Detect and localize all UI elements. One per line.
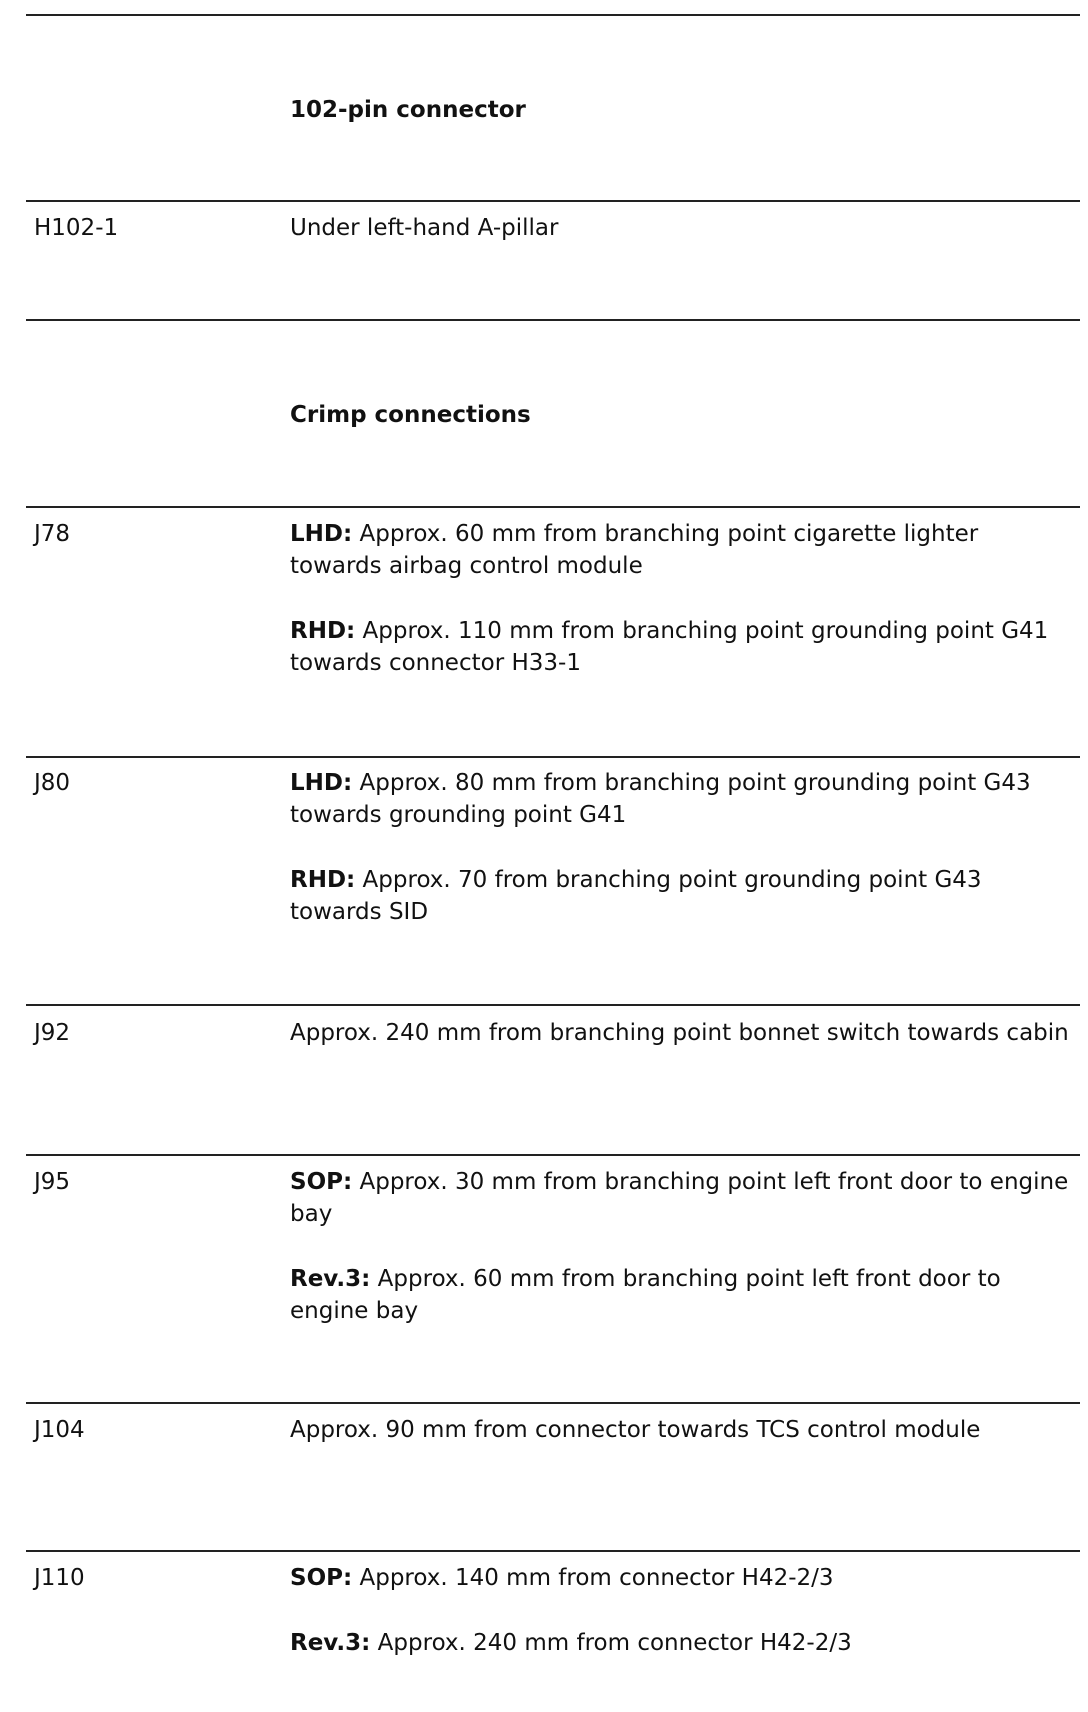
description-text: Approx. 60 mm from branching point cigarette lighter towards airbag control module — [290, 521, 979, 579]
description-paragraph — [290, 1414, 1070, 1446]
divider — [26, 1004, 1080, 1006]
variant-label: Rev.3: — [290, 1266, 371, 1292]
location-description — [290, 518, 1070, 679]
description-paragraph — [290, 767, 1070, 831]
description-paragraph — [290, 518, 1070, 582]
description-paragraph — [290, 1166, 1070, 1230]
description-paragraph — [290, 1017, 1070, 1049]
description-paragraph — [290, 864, 1070, 928]
description-text: Approx. 140 mm from connector H42-2/3 — [352, 1565, 834, 1591]
variant-label: LHD: — [290, 521, 353, 547]
variant-label: RHD: — [290, 867, 356, 893]
divider — [26, 200, 1080, 202]
divider — [26, 756, 1080, 758]
description-text: Approx. 80 mm from branching point grounding point G43 towards grounding point G41 — [290, 770, 1031, 828]
description-paragraph — [290, 1562, 1070, 1594]
location-description — [290, 1414, 1070, 1446]
variant-label: RHD: — [290, 618, 356, 644]
section-heading: Crimp connections — [290, 402, 531, 428]
variant-label: SOP: — [290, 1169, 353, 1195]
description-text: Approx. 240 mm from connector H42-2/3 — [370, 1630, 852, 1656]
variant-label: SOP: — [290, 1565, 353, 1591]
description-text: Approx. 70 from branching point grounding point G43 towards SID — [290, 867, 982, 925]
section-heading: 102-pin connector — [290, 97, 526, 123]
connector-code: J95 — [34, 1169, 71, 1195]
divider — [26, 1402, 1080, 1404]
divider — [26, 1154, 1080, 1156]
connector-code: J110 — [34, 1565, 85, 1591]
divider — [26, 14, 1080, 16]
description-text: Approx. 110 mm from branching point grounding point G41 towards connector H33-1 — [290, 618, 1049, 676]
location-description — [290, 1017, 1070, 1049]
divider — [26, 319, 1080, 321]
connector-code: H102-1 — [34, 215, 119, 241]
description-text: Under left-hand A-pillar — [290, 215, 559, 241]
location-description — [290, 1166, 1070, 1327]
location-description — [290, 212, 1070, 244]
connector-code: J78 — [34, 521, 71, 547]
location-description — [290, 1562, 1070, 1659]
connector-code: J80 — [34, 770, 71, 796]
divider — [26, 1550, 1080, 1552]
description-paragraph — [290, 1263, 1070, 1327]
description-text: Approx. 240 mm from branching point bonnet switch towards cabin — [290, 1020, 1069, 1046]
divider — [26, 506, 1080, 508]
connector-code: J104 — [34, 1417, 85, 1443]
description-paragraph — [290, 615, 1070, 679]
location-description — [290, 767, 1070, 928]
connector-code: J92 — [34, 1020, 71, 1046]
variant-label: LHD: — [290, 770, 353, 796]
description-text: Approx. 90 mm from connector towards TCS control module — [290, 1417, 981, 1443]
variant-label: Rev.3: — [290, 1630, 371, 1656]
description-paragraph — [290, 1627, 1070, 1659]
description-text: Approx. 60 mm from branching point left front door to engine bay — [290, 1266, 1001, 1324]
description-paragraph — [290, 212, 1070, 244]
description-text: Approx. 30 mm from branching point left front door to engine bay — [290, 1169, 1069, 1227]
